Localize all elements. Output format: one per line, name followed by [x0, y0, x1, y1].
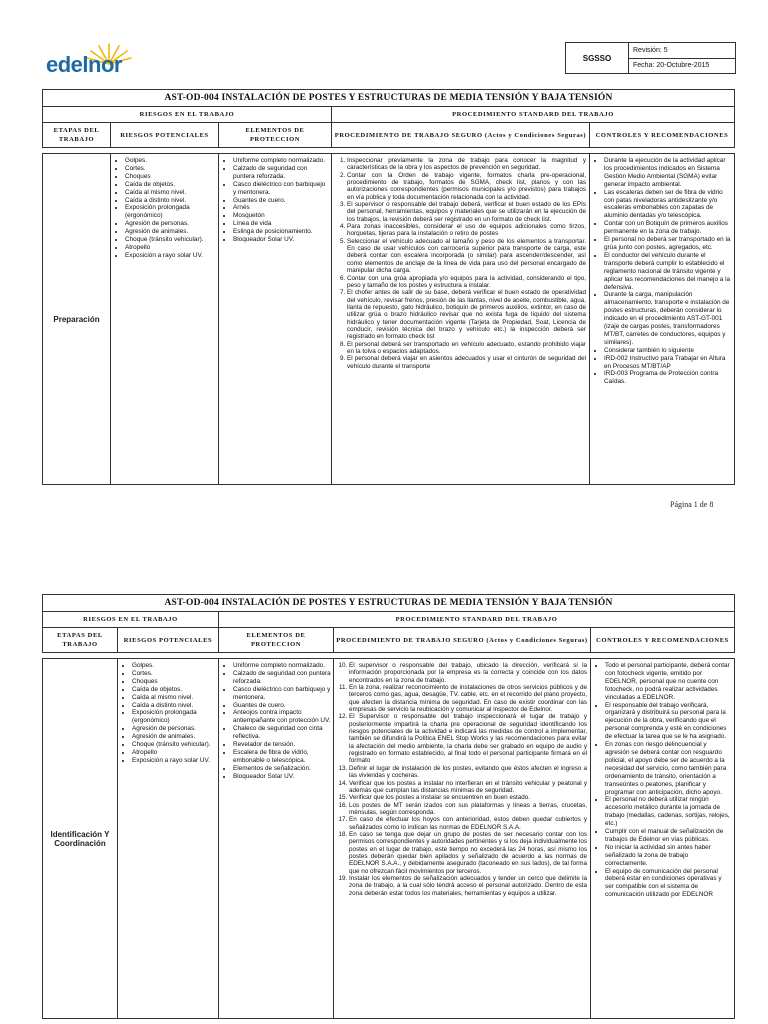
list-item: • Cortes.	[132, 670, 216, 678]
col-procedimiento: PROCEDIMIENTO DE TRABAJO SEGURO (Actos y Condiciones Seguras)	[332, 123, 590, 148]
list-item: 7. El chofer antes de salir de su base, deberá verificar el buen estado de operatividad del vehículo, revisar frenos, presión de las llantas, nivel de aceite, combustible, agua, llanta de repuesto, gato hidráulico, botiquín de primeros auxilios, extintor, en caso de utilizar grúa o brazo hidráulico revisar que no exista fuga de líquido del sistema hidráulico y tener documentación vigente (Tarjeta de Propiedad, Soat, Licencia de conducir, revisión técnica del brazo y vehículo etc.) la inspección deberá ser registrado en formato check list	[347, 289, 586, 340]
list-item: • Choques	[132, 678, 216, 686]
procedimiento-header: PROCEDIMIENTO STANDARD DEL TRABAJO	[219, 612, 735, 628]
list-item: • El personal no deberá utilizar ningún accesorio metálico durante la jornada de trabajo (medallas, cadenas, sortijas, relojes, etc.)	[605, 796, 732, 828]
procedure-cell	[332, 154, 590, 485]
list-item: • Atropello	[125, 244, 216, 252]
list-item: 16. Los postes de MT serán izados con sus plataformas y líneas a tierras, crucetas, ménsulas, según corresponda.	[349, 802, 587, 817]
col-elementos: ELEMENTOS DE PROTECCION	[219, 123, 332, 148]
list-item: • Cortes.	[125, 165, 216, 173]
list-item: 6. Contar con una grúa apropiada y/o equipos para la actividad, considerando el tipo, peso y tamaño de los postes y estructura a instalar.	[347, 275, 586, 290]
list-item: • Exposición a rayo solar UV.	[132, 757, 216, 765]
col-controles: CONTROLES Y RECOMENDACIONES	[591, 628, 735, 653]
procedure-list	[332, 154, 589, 373]
list-item: • Anteojos contra impacto antiempañante con protección UV.	[233, 709, 331, 725]
list-item: 11. En la zona, realizar reconocimiento de instalaciones de otros servicios públicos y de terceros como gas, agua, desagüe, TV. cable, etc. en el recorrido del plano proyecto, que afecten la distancia mínima de seguridad. En caso de existir coordinar con las empresas de servicio la reubicación y comunicar al inspector de Edelnor.	[349, 684, 587, 713]
list-item: • Casco dieléctrico con barbiquejo y mentonera.	[233, 181, 329, 197]
list-item: • Golpes.	[125, 157, 216, 165]
risks-cell	[111, 154, 219, 485]
list-item: 12. El Supervisor o responsable del trabajo inspeccionará el lugar de trabajo y posteriormente impartirá la charla pre operacional de seguridad identificando los riesgos potenciales de la actividad e indicará las medidas de control a implementar, también se difundirá la Política ENEL Stop Works y las recomendaciones para evitar la afectación del medio ambiente, la charla debe ser grabado en equipo de audio y registrado en formato establecido, al final todo el personal participante firmará en el formato	[349, 713, 587, 764]
controls-list	[590, 154, 734, 389]
list-item: • Calzado de seguridad con puntera reforzada.	[233, 670, 331, 686]
system-code: SGSSO	[566, 43, 629, 73]
list-item: 18. En caso se tenga que dejar un grupo de postes de ser necesario contar con los permisos correspondientes y autoridades pertinentes y si los deja individualmente los postes en el lugar de trabajo, este tiempo no excederá las 24 horas, así mismo los postes deberán quedar bien apilados y señalizado de acuerdo a las normas de EDELNOR S.A.A., y debidamente asegurado (taconeado en sus lados), de tal forma que no ofrezcan fácil movimientos por terceros.	[349, 831, 587, 875]
col-etapas: ETAPAS DEL TRABAJO	[43, 123, 111, 148]
list-item: • Eslinga de posicionamiento.	[233, 228, 329, 236]
col-etapas: ETAPAS DEL TRABAJO	[43, 628, 118, 653]
list-item: • Guantes de cuero.	[233, 702, 331, 710]
list-item: • Choque (tránsito vehicular).	[132, 741, 216, 749]
list-item: 2. Contar con la Orden de trabajo vigente, formatos charla pre-operacional, procedimiento de trabajo, formatos de SGMA, check list, planos y con las autorizaciones correspondientes (permisos municipales y/o previstos) para trabajos en vía pública y toda documentación relacionada con la actividad.	[347, 172, 586, 201]
page-number: Página 1 de 8	[670, 500, 714, 509]
list-item: • El conductor del vehículo durante el transporte deberá cumplir lo establecido el reglamento nacional de tránsito vigente y aplicar las recomendaciones del manejo a la defensiva.	[604, 252, 732, 292]
list-item: • Agresión de animales.	[132, 733, 216, 741]
list-item: • Choque (tránsito vehicular).	[125, 236, 216, 244]
stage-label: Identificación Y Coordinación	[43, 659, 118, 1019]
list-item: 10. El supervisor o responsable del trabajo, ubicado la dirección, verificará si la información proporcionada por la empresa es la correcta y coincide con los datos encontrados en la zona de trabajo.	[349, 662, 587, 684]
list-item: • Elementos de señalización.	[233, 765, 331, 773]
list-item: • Caída de objetos.	[125, 181, 216, 189]
logo-text: edelnor	[46, 52, 122, 77]
list-item: • Bloqueador Solar UV.	[233, 236, 329, 244]
col-procedimiento: PROCEDIMIENTO DE TRABAJO SEGURO (Actos y Condiciones Seguras)	[334, 628, 591, 653]
procedure-cell	[334, 659, 591, 1019]
list-item: 5. Seleccionar el vehículo adecuado al tamaño y peso de los elementos a transportar. En caso de usar vehículos con carrocería superior para transporte de carga, este deberá contar con escalera incorporada (o similar) para ascender/descender, así como elementos de anclaje de la línea de vida para uso del personal encargado de manipular dicha carga.	[347, 238, 586, 275]
list-item: • Bloqueador Solar UV.	[233, 773, 331, 781]
col-riesgos: RIESGOS POTENCIALES	[118, 628, 219, 653]
date-label: Fecha: 20-Octubre-2015	[629, 58, 735, 74]
list-item: • Revelador de tensión.	[233, 741, 331, 749]
list-item: 1. Inspeccionar previamente la zona de trabajo para conocer la magnitud y características de la obra y los aspectos de prevención en seguridad.	[347, 157, 586, 172]
protection-cell	[219, 659, 334, 1019]
list-item: • Todo el personal participante, deberá contar con fotocheck vigente, emitido por EDELNOR, personal que no cuente con fotocheck, no podrá realizar actividades vinculadas a EDELNOR.	[605, 662, 732, 702]
list-item: 13. Definir el lugar de instalación de los postes, evitando que éstos afecten el ingreso a las viviendas y cocheras.	[349, 765, 587, 780]
list-item: • Durante la carga, manipulación almacenamiento, transporte e instalación de postes estructuras, deberán considerar lo indicado en el procedimiento AST-GT-001 (izaje de cargas postes, transformadores MT/BT, carretes de conductores, equipos y similares).	[604, 291, 732, 346]
risks-cell	[118, 659, 219, 1019]
col-riesgos: RIESGOS POTENCIALES	[111, 123, 219, 148]
safety-table-1	[42, 89, 735, 485]
list-item: • Exposición prolongada (ergonómico)	[125, 204, 216, 220]
list-item: • Cumplir con el manual de señalización de trabajos de Edelnor en vías públicas.	[605, 828, 732, 844]
list-item: • Exposición a rayo solar UV.	[125, 252, 216, 260]
list-item: • En zonas con riesgo delincuencial y agresión se deberá contar con resguardo policial, el apoyo debe ser de acuerdo a la necesidad del servicio, como también para ordenamiento de tránsito, orientación a transeúntes o peatones, planificar y programar con anticipación, dicho apoyo.	[605, 741, 732, 796]
col-elementos: ELEMENTOS DE PROTECCION	[219, 628, 334, 653]
col-controles: CONTROLES Y RECOMENDACIONES	[590, 123, 735, 148]
list-item: 15. Verificar que los postes a instalar se encuentren en buen estado.	[349, 794, 587, 801]
list-item: • Agresión de personas.	[132, 725, 216, 733]
controls-list	[591, 659, 734, 902]
list-item: • Durante la ejecución de la actividad aplicar los procedimientos indicados en Sistema Gestión Medio Ambiental (SGMA) evitar generar impacto ambiental.	[604, 157, 732, 189]
procedimiento-header: PROCEDIMIENTO STANDARD DEL TRABAJO	[332, 107, 735, 123]
list-item: • No iniciar la actividad sin antes haber señalizado la zona de trabajo correctamente.	[605, 844, 732, 868]
list-item: • Caída a distinto nivel.	[132, 702, 216, 710]
protection-list	[219, 659, 333, 784]
list-item: • Exposición prolongada (ergonómico)	[132, 709, 216, 725]
protection-list	[219, 154, 331, 247]
list-item: 8. El personal deberá ser transportado en vehículo adecuado, estando prohibido viajar en la tolva o espacios adaptados.	[347, 341, 586, 356]
list-item: • Las escaleras deben ser de fibra de vidrio con patas niveladoras antideslizante y/o escaleras embonables con zapatas de aluminio dentadas y/o telescópica.	[604, 189, 732, 221]
list-item: • El personal no deberá ser transportado en la grúa junto con postes, agregados, etc.	[604, 236, 732, 252]
list-item: • Golpes.	[132, 662, 216, 670]
list-item: • El responsable del trabajo verificará, organizará y distribuirá su personal para la ejecución de la obra, verificando que el personal comprenda y esté en condiciones de efectuar la tarea que se le ha asignado.	[605, 702, 732, 742]
list-item: • Casco dieléctrico con barbiquejo y mentonera.	[233, 686, 331, 702]
riesgos-header: RIESGOS EN EL TRABAJO	[43, 612, 219, 628]
list-item: 19. Instalar los elementos de señalización adecuados y tender un cerco que delimite la zona de trabajo, a la cual sólo tendrá acceso el personal autorizado. Dentro de esta zona deberán estar todos los materiales, herramientas y equipos a utilizar.	[349, 875, 587, 897]
stage-label: Preparación	[43, 154, 111, 485]
edelnor-logo	[46, 42, 131, 86]
list-item: • Caída de objetos.	[132, 686, 216, 694]
list-item: • Atropello	[132, 749, 216, 757]
controls-cell	[590, 154, 735, 485]
list-item: • Calzado de seguridad con puntera reforzada.	[233, 165, 329, 181]
controls-cell	[591, 659, 735, 1019]
list-item: • Arnés	[233, 204, 329, 212]
list-item: 4. Para zonas inaccesibles, considerar el uso de equipos adicionales como tirzos, horquetas, tijeras para la instalación o retiro de postes	[347, 223, 586, 238]
riesgos-header: RIESGOS EN EL TRABAJO	[43, 107, 332, 123]
list-item: • Agresión de personas.	[125, 220, 216, 228]
list-item: • Choques	[125, 173, 216, 181]
list-item: • IRD-003 Programa de Protección contra Caídas.	[604, 370, 732, 386]
list-item: • IRD-002 Instructivo para Trabajar en Altura en Procesos MT/BT/AP	[604, 355, 732, 371]
list-item: • Caída al mismo nivel.	[125, 189, 216, 197]
list-item: 17. En caso de efectuar los hoyos con anterioridad, estos deben quedar cubiertos y señalizados como lo indican las normas de EDELNOR S.A.A.	[349, 816, 587, 831]
table-title: AST-OD-004 INSTALACIÓN DE POSTES Y ESTRUCTURAS DE MEDIA TENSIÓN Y BAJA TENSIÓN	[43, 90, 735, 107]
risks-list	[111, 154, 218, 263]
list-item: • Considerar también lo siguiente	[604, 347, 732, 355]
table-title: AST-OD-004 INSTALACIÓN DE POSTES Y ESTRUCTURAS DE MEDIA TENSIÓN Y BAJA TENSIÓN	[43, 595, 735, 612]
revision-label: Revisión: 5	[633, 46, 668, 54]
list-item: • Guantes de cuero.	[233, 197, 329, 205]
list-item: • Contar con un Botiquín de primeros auxilios permanente en la zona de trabajo.	[604, 220, 732, 236]
list-item: • El equipo de comunicación del personal deberá estar en condiciones operativas y ser compatible con el sistema de comunicación utilizado por EDELNOR	[605, 868, 732, 900]
list-item: • Uniforme completo normalizado.	[233, 662, 331, 670]
list-item: • Caída al mismo nivel.	[132, 694, 216, 702]
list-item: 9. El personal deberá viajar en asientos adecuados y usar el cinturón de seguridad del vehículo durante el transporte	[347, 355, 586, 370]
list-item: 3. El supervisor o responsable del trabajo deberá, verificar el buen estado de los EPIs del personal, herramientas, equipos y materiales que se utilizarán en la ejecución de los trabajos, la revisión deberá ser registrado en un formato de check list.	[347, 201, 586, 223]
list-item: • Caída a distinto nivel.	[125, 197, 216, 205]
safety-table-2	[42, 594, 735, 1019]
list-item: • Agresión de animales.	[125, 228, 216, 236]
protection-cell	[219, 154, 332, 485]
document-header-box	[565, 42, 736, 74]
list-item: • Mosquetón	[233, 212, 329, 220]
procedure-list	[334, 659, 590, 900]
list-item: • Chaleco de seguridad con cinta reflectiva.	[233, 725, 331, 741]
list-item: • Escalera de fibra de vidrio, embonable o telescópica.	[233, 749, 331, 765]
risks-list	[118, 659, 218, 768]
list-item: 14. Verificar que los postes a instalar no interfieran en el tránsito vehicular y peatonal y además que cumplan las distancias mínimas de seguridad.	[349, 780, 587, 795]
list-item: • Línea de vida	[233, 220, 329, 228]
list-item: • Uniforme completo normalizado.	[233, 157, 329, 165]
